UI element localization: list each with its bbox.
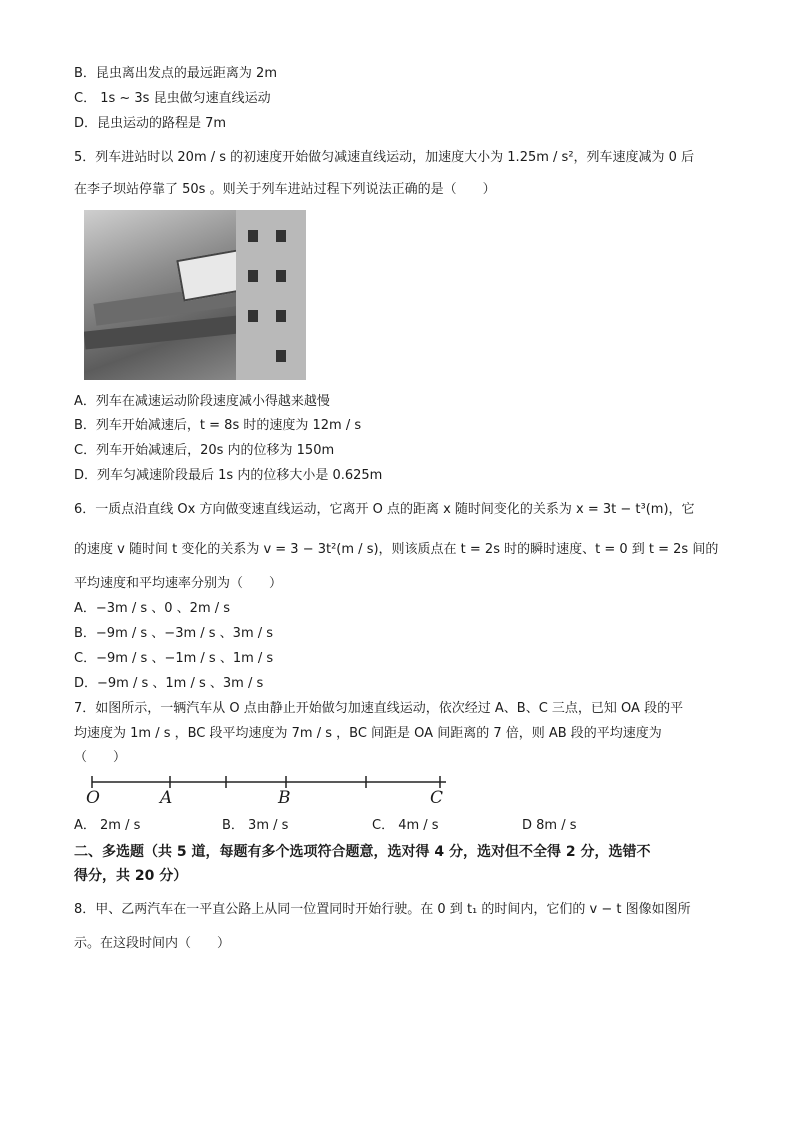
q6-option-c: C．−9m / s 、−1m / s 、1m / s [74,651,274,666]
q7-option-d: D 8m / s [522,818,577,833]
q5-option-d: D．列车匀减速阶段最后 1s 内的位移大小是 0.625m [74,468,383,483]
point-o-label: O [86,788,100,808]
q7-stem-line2: 均速度为 1m / s ，BC 段平均速度为 7m / s ，BC 间距是 OA 间距离的 7 倍，则 AB 段的平均速度为 [74,726,662,741]
q7-stem-line1: 7．如图所示，一辆汽车从 O 点由静止开始做匀加速直线运动，依次经过 A、B、C 三点，已知 OA 段的平 [74,701,684,716]
point-c-label: C [430,788,444,808]
q6-option-b: B．−9m / s 、−3m / s 、3m / s [74,626,274,641]
line-segment-diagram [84,772,454,816]
q7-option-a: A． 2m / s [74,818,141,833]
q4-option-b: B．昆虫离出发点的最远距离为 2m [74,66,277,81]
q8-stem-line2: 示。在这段时间内（ ） [74,936,231,951]
q6-option-d: D．−9m / s 、1m / s 、3m / s [74,676,264,691]
monorail-train-photo [84,210,306,380]
section2-heading-line1: 二、多选题（共 5 道，每题有多个选项符合题意，选对得 4 分，选对但不全得 2 分，选错不 [74,844,651,860]
q7-option-b: B． 3m / s [222,818,289,833]
q5-option-c: C．列车开始减速后，20s 内的位移为 150m [74,443,335,458]
point-a-label: A [160,788,173,808]
q8-stem-line1: 8．甲、乙两汽车在一平直公路上从同一位置同时开始行驶。在 0 到 t₁ 的时间内，它们的 v − t 图像如图所 [74,902,691,917]
q7-option-c: C． 4m / s [372,818,439,833]
q7-stem-line3: （ ） [74,750,127,765]
q6-stem-line2: 的速度 v 随时间 t 变化的关系为 v = 3 − 3t²(m / s)，则该质点在 t = 2s 时的瞬时速度、t = 0 到 t = 2s 间的 [74,542,719,557]
q5-stem-line1: 5．列车进站时以 20m / s 的初速度开始做匀减速直线运动，加速度大小为 1.25m / s²，列车速度减为 0 后 [74,150,695,165]
section2-heading-line2: 得分，共 20 分） [74,868,188,884]
q5-option-b: B．列车开始减速后，t = 8s 时的速度为 12m / s [74,418,362,433]
q4-option-c: C． 1s ~ 3s 昆虫做匀速直线运动 [74,91,271,106]
q5-option-a: A．列车在减速运动阶段速度减小得越来越慢 [74,394,330,409]
point-b-label: B [278,788,291,808]
q5-stem-line2: 在李子坝站停靠了 50s 。则关于列车进站过程下列说法正确的是（ ） [74,182,496,197]
q6-stem-line3: 平均速度和平均速率分别为（ ） [74,576,283,591]
q6-option-a: A．−3m / s 、0 、2m / s [74,601,231,616]
q4-option-d: D．昆虫运动的路程是 7m [74,116,227,131]
q6-stem-line1: 6．一质点沿直线 Ox 方向做变速直线运动，它离开 O 点的距离 x 随时间变化的关系为 x = 3t − t³(m)，它 [74,502,695,517]
